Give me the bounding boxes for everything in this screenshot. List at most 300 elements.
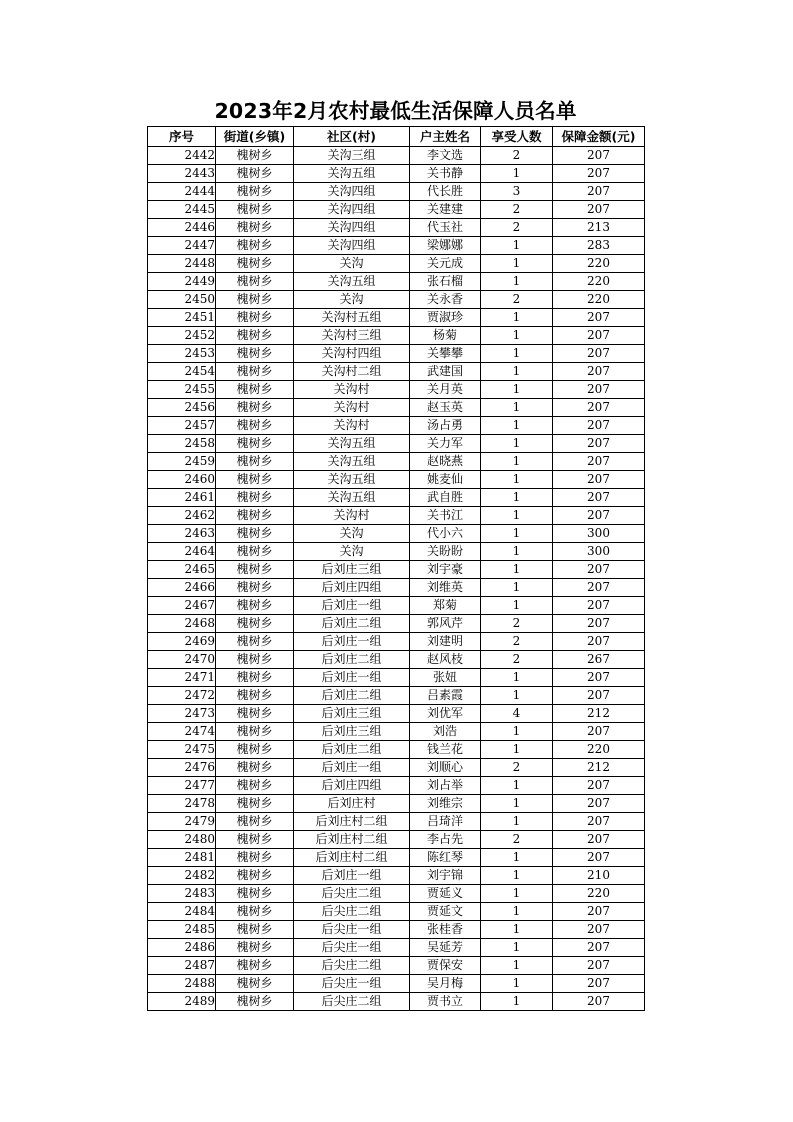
- householder-name-cell: 刘宇锦: [410, 867, 481, 885]
- community-cell: 后刘庄村二组: [294, 849, 410, 867]
- community-cell: 关沟五组: [294, 435, 410, 453]
- community-cell: 后尖庄二组: [294, 885, 410, 903]
- serial-number-cell: 2450: [148, 291, 216, 309]
- householder-name-cell: 吴月梅: [410, 975, 481, 993]
- subsidy-amount-cell: 220: [553, 885, 645, 903]
- table-row: [148, 687, 645, 705]
- beneficiary-count-cell: 1: [481, 327, 553, 345]
- beneficiary-count-cell: 1: [481, 993, 553, 1011]
- beneficiary-count-cell: 1: [481, 687, 553, 705]
- beneficiary-count-cell: 1: [481, 399, 553, 417]
- beneficiary-count-cell: 1: [481, 723, 553, 741]
- subsidy-amount-cell: 207: [553, 399, 645, 417]
- beneficiary-count-cell: 1: [481, 345, 553, 363]
- township-cell: 槐树乡: [216, 759, 294, 777]
- township-cell: 槐树乡: [216, 615, 294, 633]
- township-cell: 槐树乡: [216, 309, 294, 327]
- community-cell: 关沟村: [294, 399, 410, 417]
- householder-name-cell: 姚麦仙: [410, 471, 481, 489]
- householder-name-cell: 梁娜娜: [410, 237, 481, 255]
- beneficiary-count-cell: 2: [481, 219, 553, 237]
- householder-name-cell: 代小六: [410, 525, 481, 543]
- community-cell: 关沟五组: [294, 489, 410, 507]
- serial-number-cell: 2467: [148, 597, 216, 615]
- table-row: [148, 381, 645, 399]
- beneficiary-count-cell: 1: [481, 471, 553, 489]
- subsidy-amount-cell: 300: [553, 525, 645, 543]
- table-header-row: [148, 127, 645, 147]
- householder-name-cell: 贾延义: [410, 885, 481, 903]
- beneficiary-count-cell: 1: [481, 813, 553, 831]
- township-cell: 槐树乡: [216, 453, 294, 471]
- serial-number-cell: 2476: [148, 759, 216, 777]
- serial-number-cell: 2480: [148, 831, 216, 849]
- beneficiary-count-cell: 2: [481, 615, 553, 633]
- table-row: [148, 291, 645, 309]
- subsidy-amount-cell: 207: [553, 939, 645, 957]
- householder-name-cell: 关书江: [410, 507, 481, 525]
- community-cell: 后刘庄一组: [294, 759, 410, 777]
- householder-name-cell: 汤占勇: [410, 417, 481, 435]
- serial-number-cell: 2451: [148, 309, 216, 327]
- table-body: [148, 147, 645, 1011]
- table-row: [148, 201, 645, 219]
- subsidy-amount-cell: 207: [553, 381, 645, 399]
- table-row: [148, 741, 645, 759]
- serial-number-cell: 2458: [148, 435, 216, 453]
- subsidy-amount-cell: 207: [553, 993, 645, 1011]
- header-serial-number: 序号: [148, 127, 216, 147]
- table-row: [148, 615, 645, 633]
- community-cell: 关沟村: [294, 507, 410, 525]
- householder-name-cell: 贾书立: [410, 993, 481, 1011]
- subsidy-amount-cell: 207: [553, 813, 645, 831]
- table-row: [148, 345, 645, 363]
- community-cell: 关沟: [294, 525, 410, 543]
- beneficiary-count-cell: 2: [481, 291, 553, 309]
- table-row: [148, 939, 645, 957]
- subsidy-amount-cell: 207: [553, 795, 645, 813]
- community-cell: 关沟四组: [294, 237, 410, 255]
- township-cell: 槐树乡: [216, 633, 294, 651]
- table-row: [148, 867, 645, 885]
- page-title: 2023年2月农村最低生活保障人员名单: [214, 99, 577, 123]
- table-row: [148, 849, 645, 867]
- householder-name-cell: 关力军: [410, 435, 481, 453]
- table-row: [148, 579, 645, 597]
- serial-number-cell: 2482: [148, 867, 216, 885]
- table-row: [148, 669, 645, 687]
- serial-number-cell: 2471: [148, 669, 216, 687]
- community-cell: 后刘庄一组: [294, 597, 410, 615]
- householder-name-cell: 郑菊: [410, 597, 481, 615]
- beneficiary-count-cell: 1: [481, 165, 553, 183]
- householder-name-cell: 杨菊: [410, 327, 481, 345]
- beneficiary-count-cell: 2: [481, 201, 553, 219]
- community-cell: 关沟村: [294, 381, 410, 399]
- table-row: [148, 885, 645, 903]
- community-cell: 后刘庄三组: [294, 561, 410, 579]
- householder-name-cell: 吴延芳: [410, 939, 481, 957]
- table-row: [148, 435, 645, 453]
- township-cell: 槐树乡: [216, 723, 294, 741]
- community-cell: 后尖庄一组: [294, 975, 410, 993]
- householder-name-cell: 刘浩: [410, 723, 481, 741]
- subsidy-amount-cell: 220: [553, 291, 645, 309]
- township-cell: 槐树乡: [216, 543, 294, 561]
- table-row: [148, 705, 645, 723]
- serial-number-cell: 2446: [148, 219, 216, 237]
- beneficiary-count-cell: 1: [481, 255, 553, 273]
- township-cell: 槐树乡: [216, 903, 294, 921]
- table-row: [148, 957, 645, 975]
- serial-number-cell: 2459: [148, 453, 216, 471]
- community-cell: 后刘庄村二组: [294, 813, 410, 831]
- householder-name-cell: 陈红琴: [410, 849, 481, 867]
- township-cell: 槐树乡: [216, 219, 294, 237]
- township-cell: 槐树乡: [216, 435, 294, 453]
- table-row: [148, 507, 645, 525]
- householder-name-cell: 赵风枝: [410, 651, 481, 669]
- householder-name-cell: 张妞: [410, 669, 481, 687]
- township-cell: 槐树乡: [216, 849, 294, 867]
- township-cell: 槐树乡: [216, 867, 294, 885]
- serial-number-cell: 2463: [148, 525, 216, 543]
- community-cell: 后刘庄四组: [294, 579, 410, 597]
- community-cell: 关沟五组: [294, 453, 410, 471]
- township-cell: 槐树乡: [216, 921, 294, 939]
- beneficiary-count-cell: 1: [481, 597, 553, 615]
- beneficiary-count-cell: 1: [481, 885, 553, 903]
- table-row: [148, 489, 645, 507]
- beneficiary-count-cell: 2: [481, 147, 553, 165]
- community-cell: 后刘庄二组: [294, 687, 410, 705]
- township-cell: 槐树乡: [216, 813, 294, 831]
- community-cell: 后尖庄二组: [294, 993, 410, 1011]
- householder-name-cell: 李占先: [410, 831, 481, 849]
- beneficiary-count-cell: 1: [481, 363, 553, 381]
- householder-name-cell: 关攀攀: [410, 345, 481, 363]
- householder-name-cell: 钱兰花: [410, 741, 481, 759]
- table-row: [148, 471, 645, 489]
- beneficiary-count-cell: 1: [481, 237, 553, 255]
- header-community: 社区(村): [294, 127, 410, 147]
- community-cell: 关沟四组: [294, 201, 410, 219]
- beneficiary-count-cell: 2: [481, 759, 553, 777]
- householder-name-cell: 赵玉英: [410, 399, 481, 417]
- serial-number-cell: 2455: [148, 381, 216, 399]
- beneficiary-count-cell: 2: [481, 831, 553, 849]
- township-cell: 槐树乡: [216, 579, 294, 597]
- subsidy-amount-cell: 207: [553, 453, 645, 471]
- serial-number-cell: 2489: [148, 993, 216, 1011]
- beneficiary-count-cell: 3: [481, 183, 553, 201]
- householder-name-cell: 关建建: [410, 201, 481, 219]
- table-row: [148, 273, 645, 291]
- serial-number-cell: 2479: [148, 813, 216, 831]
- subsidy-amount-cell: 207: [553, 975, 645, 993]
- householder-name-cell: 代长胜: [410, 183, 481, 201]
- community-cell: 后刘庄一组: [294, 633, 410, 651]
- township-cell: 槐树乡: [216, 345, 294, 363]
- table-row: [148, 399, 645, 417]
- township-cell: 槐树乡: [216, 795, 294, 813]
- subsidy-amount-cell: 207: [553, 597, 645, 615]
- table-row: [148, 993, 645, 1011]
- beneficiary-count-cell: 2: [481, 633, 553, 651]
- township-cell: 槐树乡: [216, 957, 294, 975]
- community-cell: 后刘庄村二组: [294, 831, 410, 849]
- recipient-table: [147, 126, 645, 1011]
- householder-name-cell: 关月英: [410, 381, 481, 399]
- beneficiary-count-cell: 1: [481, 921, 553, 939]
- table-row: [148, 795, 645, 813]
- township-cell: 槐树乡: [216, 885, 294, 903]
- community-cell: 关沟四组: [294, 183, 410, 201]
- beneficiary-count-cell: 1: [481, 381, 553, 399]
- community-cell: 后尖庄一组: [294, 939, 410, 957]
- serial-number-cell: 2452: [148, 327, 216, 345]
- township-cell: 槐树乡: [216, 705, 294, 723]
- table-row: [148, 921, 645, 939]
- serial-number-cell: 2453: [148, 345, 216, 363]
- beneficiary-count-cell: 1: [481, 777, 553, 795]
- householder-name-cell: 刘占举: [410, 777, 481, 795]
- community-cell: 后刘庄三组: [294, 705, 410, 723]
- township-cell: 槐树乡: [216, 381, 294, 399]
- householder-name-cell: 武建国: [410, 363, 481, 381]
- table-row: [148, 831, 645, 849]
- header-beneficiary-count: 享受人数: [481, 127, 553, 147]
- serial-number-cell: 2444: [148, 183, 216, 201]
- beneficiary-count-cell: 1: [481, 939, 553, 957]
- serial-number-cell: 2447: [148, 237, 216, 255]
- serial-number-cell: 2448: [148, 255, 216, 273]
- beneficiary-count-cell: 1: [481, 309, 553, 327]
- township-cell: 槐树乡: [216, 993, 294, 1011]
- beneficiary-count-cell: 1: [481, 849, 553, 867]
- township-cell: 槐树乡: [216, 507, 294, 525]
- township-cell: 槐树乡: [216, 255, 294, 273]
- beneficiary-count-cell: 1: [481, 741, 553, 759]
- community-cell: 关沟村四组: [294, 345, 410, 363]
- beneficiary-count-cell: 1: [481, 975, 553, 993]
- subsidy-amount-cell: 207: [553, 309, 645, 327]
- beneficiary-count-cell: 1: [481, 579, 553, 597]
- subsidy-amount-cell: 207: [553, 507, 645, 525]
- community-cell: 关沟村三组: [294, 327, 410, 345]
- township-cell: 槐树乡: [216, 939, 294, 957]
- householder-name-cell: 刘优军: [410, 705, 481, 723]
- subsidy-amount-cell: 207: [553, 831, 645, 849]
- subsidy-amount-cell: 207: [553, 669, 645, 687]
- table-row: [148, 363, 645, 381]
- subsidy-amount-cell: 207: [553, 615, 645, 633]
- householder-name-cell: 赵晓燕: [410, 453, 481, 471]
- community-cell: 后尖庄二组: [294, 957, 410, 975]
- township-cell: 槐树乡: [216, 687, 294, 705]
- serial-number-cell: 2487: [148, 957, 216, 975]
- subsidy-amount-cell: 207: [553, 561, 645, 579]
- table-row: [148, 975, 645, 993]
- community-cell: 后尖庄二组: [294, 903, 410, 921]
- beneficiary-count-cell: 1: [481, 543, 553, 561]
- community-cell: 关沟四组: [294, 219, 410, 237]
- beneficiary-count-cell: 1: [481, 561, 553, 579]
- township-cell: 槐树乡: [216, 489, 294, 507]
- township-cell: 槐树乡: [216, 291, 294, 309]
- serial-number-cell: 2466: [148, 579, 216, 597]
- beneficiary-count-cell: 1: [481, 417, 553, 435]
- community-cell: 关沟五组: [294, 273, 410, 291]
- householder-name-cell: 贾淑珍: [410, 309, 481, 327]
- table-row: [148, 723, 645, 741]
- subsidy-amount-cell: 207: [553, 489, 645, 507]
- householder-name-cell: 刘宇豪: [410, 561, 481, 579]
- community-cell: 关沟: [294, 291, 410, 309]
- community-cell: 关沟村二组: [294, 363, 410, 381]
- subsidy-amount-cell: 207: [553, 633, 645, 651]
- table-row: [148, 777, 645, 795]
- subsidy-amount-cell: 283: [553, 237, 645, 255]
- table-row: [148, 813, 645, 831]
- township-cell: 槐树乡: [216, 975, 294, 993]
- subsidy-amount-cell: 207: [553, 183, 645, 201]
- township-cell: 槐树乡: [216, 561, 294, 579]
- serial-number-cell: 2460: [148, 471, 216, 489]
- serial-number-cell: 2477: [148, 777, 216, 795]
- beneficiary-count-cell: 1: [481, 453, 553, 471]
- township-cell: 槐树乡: [216, 363, 294, 381]
- table-row: [148, 903, 645, 921]
- subsidy-amount-cell: 207: [553, 201, 645, 219]
- serial-number-cell: 2462: [148, 507, 216, 525]
- table-row: [148, 255, 645, 273]
- community-cell: 后尖庄一组: [294, 921, 410, 939]
- serial-number-cell: 2488: [148, 975, 216, 993]
- serial-number-cell: 2457: [148, 417, 216, 435]
- community-cell: 后刘庄村: [294, 795, 410, 813]
- subsidy-amount-cell: 213: [553, 219, 645, 237]
- serial-number-cell: 2464: [148, 543, 216, 561]
- community-cell: 后刘庄二组: [294, 615, 410, 633]
- table-row: [148, 309, 645, 327]
- subsidy-amount-cell: 220: [553, 741, 645, 759]
- householder-name-cell: 关书静: [410, 165, 481, 183]
- header-subsidy-amount: 保障金额(元): [553, 127, 645, 147]
- serial-number-cell: 2485: [148, 921, 216, 939]
- community-cell: 关沟村五组: [294, 309, 410, 327]
- township-cell: 槐树乡: [216, 669, 294, 687]
- householder-name-cell: 刘维宗: [410, 795, 481, 813]
- subsidy-amount-cell: 212: [553, 759, 645, 777]
- table-row: [148, 417, 645, 435]
- subsidy-amount-cell: 207: [553, 435, 645, 453]
- township-cell: 槐树乡: [216, 237, 294, 255]
- table-row: [148, 147, 645, 165]
- serial-number-cell: 2449: [148, 273, 216, 291]
- serial-number-cell: 2443: [148, 165, 216, 183]
- community-cell: 关沟五组: [294, 471, 410, 489]
- subsidy-amount-cell: 207: [553, 471, 645, 489]
- township-cell: 槐树乡: [216, 651, 294, 669]
- community-cell: 关沟: [294, 255, 410, 273]
- table-row: [148, 633, 645, 651]
- subsidy-amount-cell: 207: [553, 363, 645, 381]
- beneficiary-count-cell: 2: [481, 651, 553, 669]
- beneficiary-count-cell: 1: [481, 435, 553, 453]
- table-row: [148, 219, 645, 237]
- serial-number-cell: 2445: [148, 201, 216, 219]
- serial-number-cell: 2474: [148, 723, 216, 741]
- householder-name-cell: 贾延文: [410, 903, 481, 921]
- serial-number-cell: 2475: [148, 741, 216, 759]
- township-cell: 槐树乡: [216, 597, 294, 615]
- subsidy-amount-cell: 207: [553, 345, 645, 363]
- householder-name-cell: 关元成: [410, 255, 481, 273]
- community-cell: 后刘庄四组: [294, 777, 410, 795]
- householder-name-cell: 贾保安: [410, 957, 481, 975]
- table-row: [148, 183, 645, 201]
- serial-number-cell: 2469: [148, 633, 216, 651]
- township-cell: 槐树乡: [216, 165, 294, 183]
- serial-number-cell: 2454: [148, 363, 216, 381]
- beneficiary-count-cell: 1: [481, 867, 553, 885]
- serial-number-cell: 2481: [148, 849, 216, 867]
- table-row: [148, 759, 645, 777]
- subsidy-amount-cell: 207: [553, 687, 645, 705]
- beneficiary-count-cell: 4: [481, 705, 553, 723]
- householder-name-cell: 关永香: [410, 291, 481, 309]
- table-row: [148, 327, 645, 345]
- subsidy-amount-cell: 207: [553, 327, 645, 345]
- header-township: 街道(乡镇): [216, 127, 294, 147]
- serial-number-cell: 2468: [148, 615, 216, 633]
- householder-name-cell: 吕琦洋: [410, 813, 481, 831]
- subsidy-amount-cell: 207: [553, 921, 645, 939]
- community-cell: 关沟: [294, 543, 410, 561]
- community-cell: 后刘庄二组: [294, 741, 410, 759]
- serial-number-cell: 2483: [148, 885, 216, 903]
- beneficiary-count-cell: 1: [481, 957, 553, 975]
- serial-number-cell: 2442: [148, 147, 216, 165]
- table-row: [148, 165, 645, 183]
- community-cell: 关沟五组: [294, 165, 410, 183]
- subsidy-amount-cell: 207: [553, 579, 645, 597]
- community-cell: 后刘庄三组: [294, 723, 410, 741]
- community-cell: 关沟村: [294, 417, 410, 435]
- community-cell: 关沟三组: [294, 147, 410, 165]
- serial-number-cell: 2472: [148, 687, 216, 705]
- township-cell: 槐树乡: [216, 327, 294, 345]
- community-cell: 后刘庄一组: [294, 867, 410, 885]
- householder-name-cell: 吕素霞: [410, 687, 481, 705]
- table-row: [148, 237, 645, 255]
- householder-name-cell: 武自胜: [410, 489, 481, 507]
- beneficiary-count-cell: 1: [481, 669, 553, 687]
- township-cell: 槐树乡: [216, 147, 294, 165]
- table-row: [148, 597, 645, 615]
- subsidy-amount-cell: 220: [553, 255, 645, 273]
- householder-name-cell: 代玉社: [410, 219, 481, 237]
- table-row: [148, 525, 645, 543]
- subsidy-amount-cell: 212: [553, 705, 645, 723]
- beneficiary-count-cell: 1: [481, 489, 553, 507]
- township-cell: 槐树乡: [216, 741, 294, 759]
- householder-name-cell: 张石榴: [410, 273, 481, 291]
- township-cell: 槐树乡: [216, 525, 294, 543]
- subsidy-amount-cell: 207: [553, 417, 645, 435]
